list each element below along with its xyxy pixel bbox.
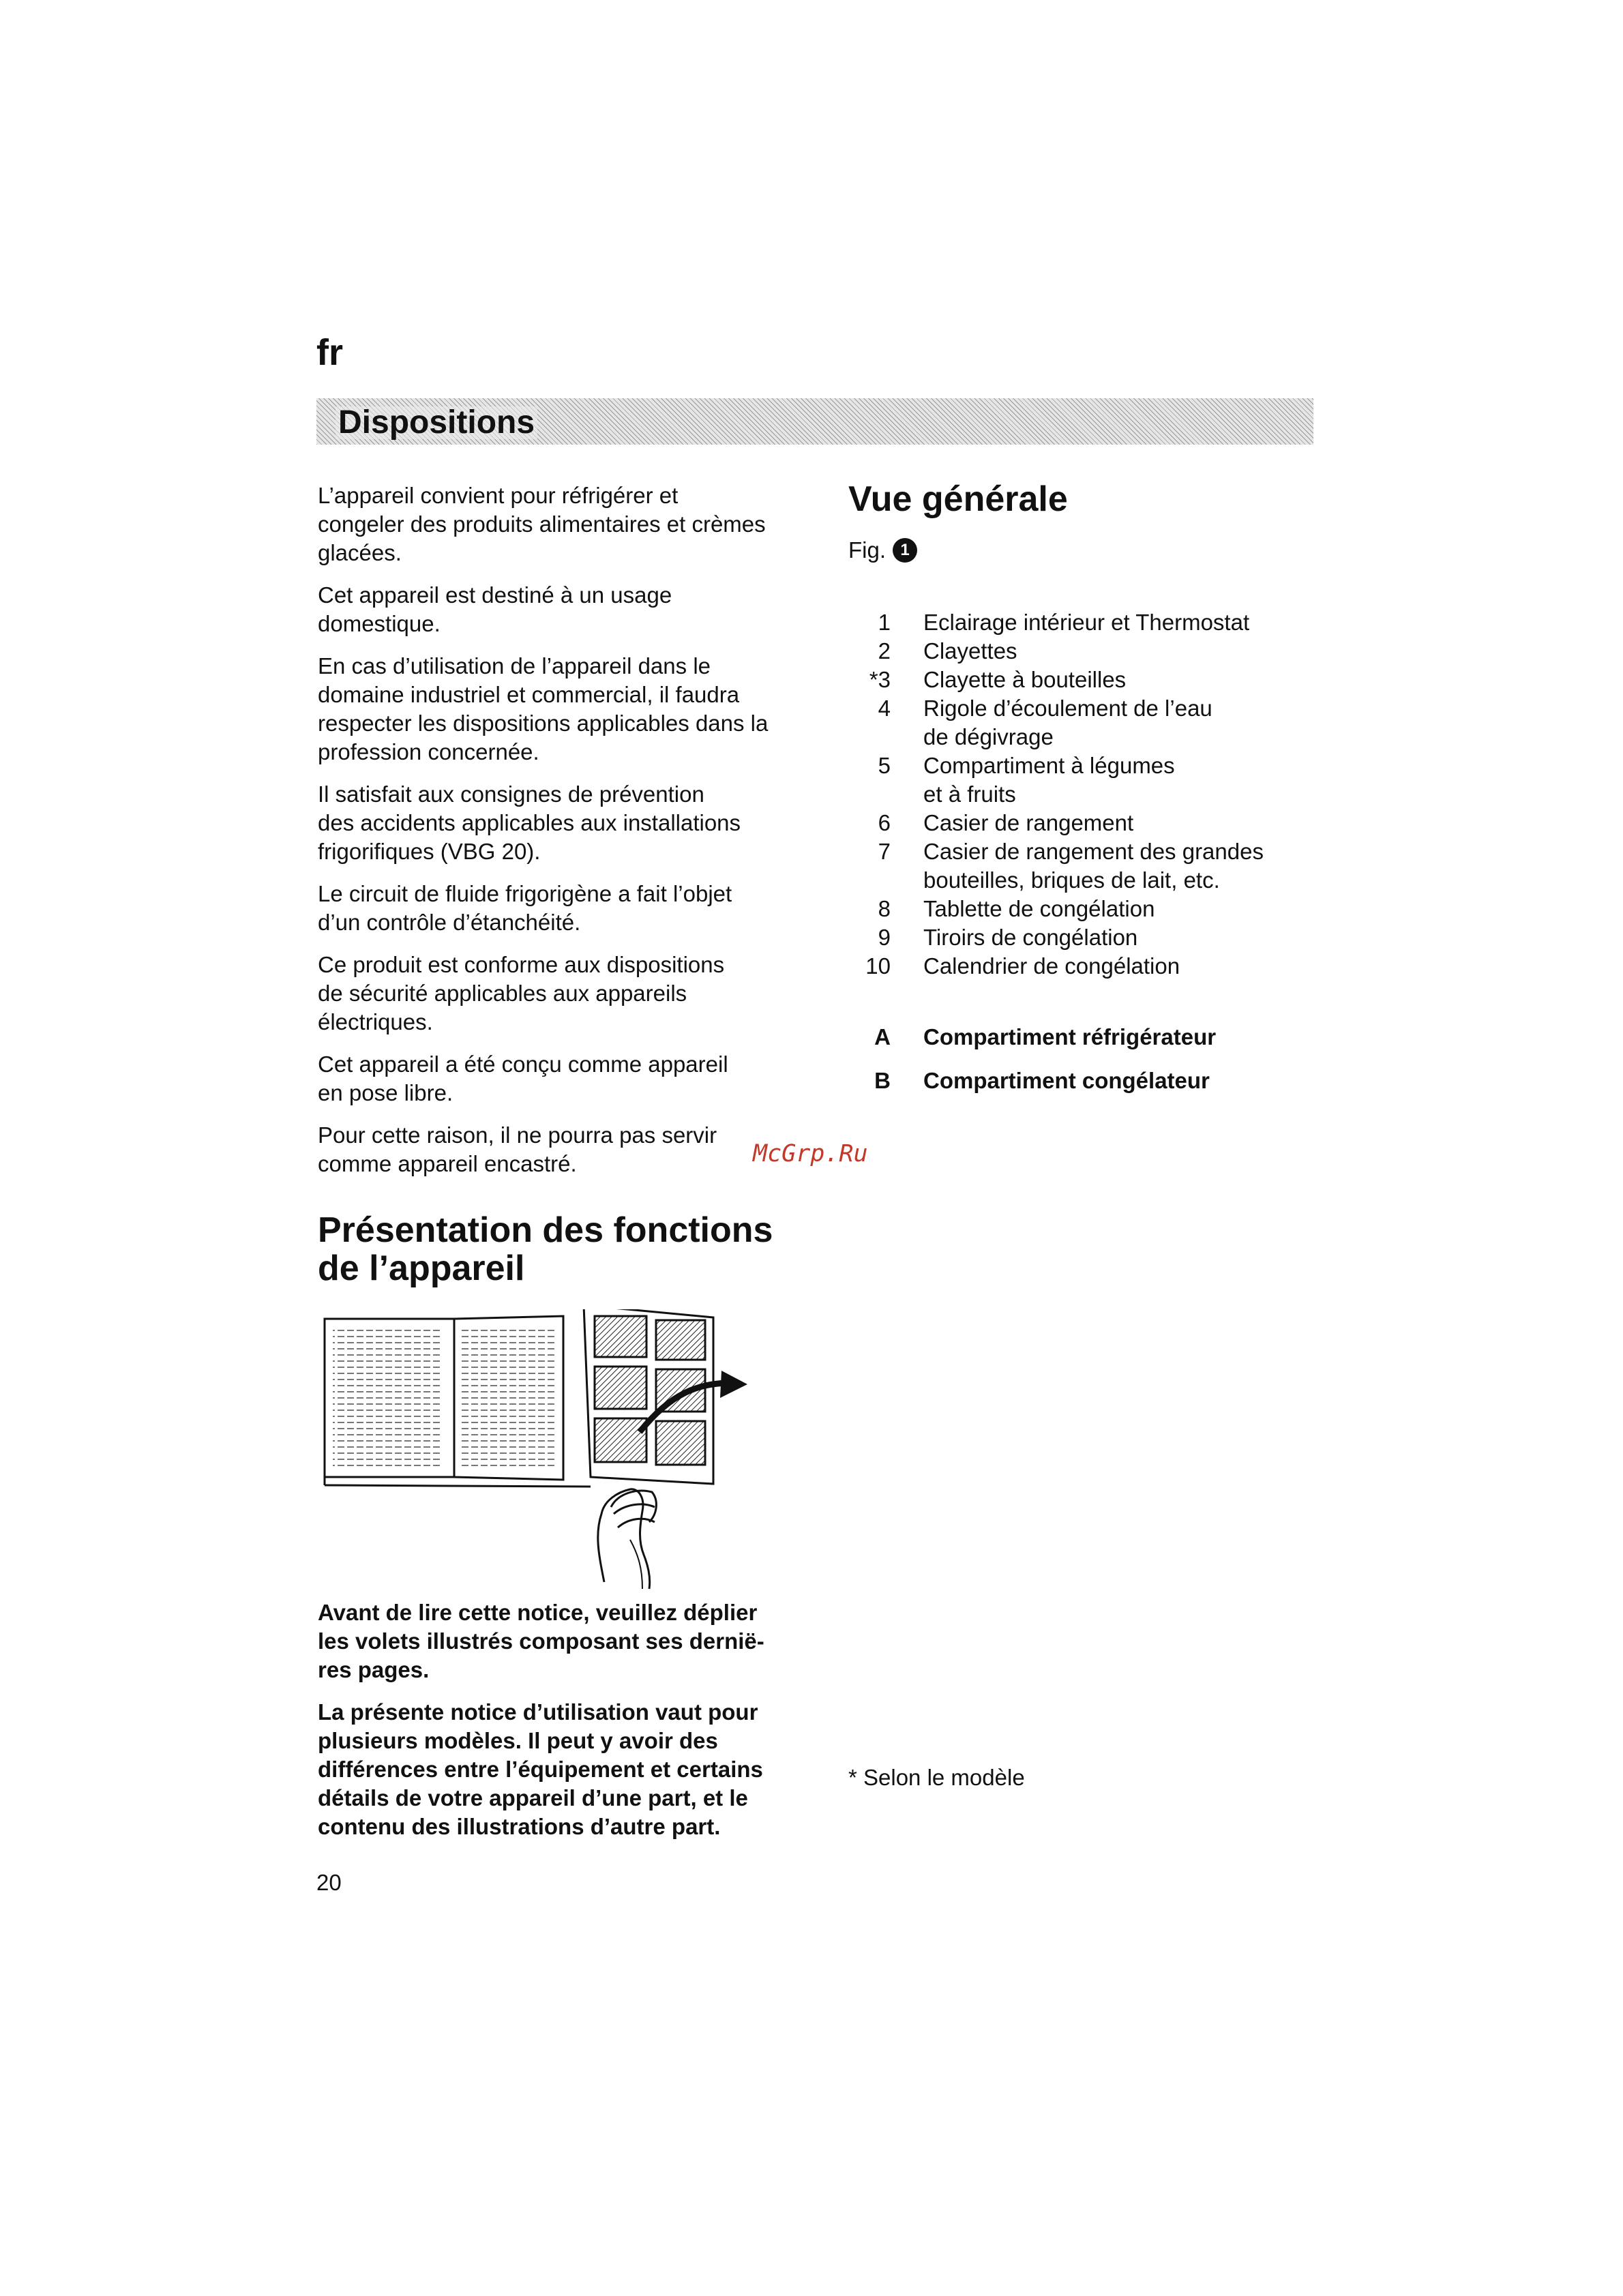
- legend-item: 8 Tablette de congélation: [878, 896, 1155, 921]
- legend-item: 10 Calendrier de congélation: [865, 953, 1180, 979]
- footnote: * Selon le modèle: [848, 1765, 1025, 1790]
- legend-item: 4 Rigole d’écoulement de l’eau de dégivrage: [878, 696, 1212, 749]
- fig-number-badge: 1: [893, 538, 917, 563]
- legend-item: 2 Clayettes: [878, 638, 1017, 664]
- watermark: McGrp.Ru: [753, 1140, 868, 1167]
- legend-item: *3 Clayette à bouteilles: [869, 667, 1127, 692]
- legend-item: 5 Compartiment à légumes et à fruits: [878, 753, 1175, 807]
- language-code: fr: [316, 332, 343, 373]
- section-title-functions: Présentation des fonctions de l’appareil: [318, 1210, 773, 1288]
- bold-paragraph: La présente notice d’utilisation vaut pour plusieurs modèles. Il peut y avoir des différences entre l’équipement et certains détails de votre appareil d’une part, et le contenu des illustrations d’autre part.: [318, 1699, 763, 1839]
- paragraph: Cet appareil est destiné à un usage domestique.: [318, 582, 672, 636]
- figure-reference: [848, 537, 917, 564]
- left-column: [318, 481, 809, 1192]
- bold-notes: [318, 1598, 809, 1855]
- banner-title: Dispositions: [336, 406, 537, 439]
- paragraph: Il satisfait aux consignes de prévention des accidents applicables aux installations frigorifiques (VBG 20).: [318, 781, 741, 864]
- legend-item: 9 Tiroirs de congélation: [878, 925, 1138, 950]
- compartment-item: A Compartiment réfrigérateur: [874, 1024, 1217, 1049]
- compartment-item: B Compartiment congélateur: [874, 1068, 1210, 1093]
- legend-item: 7 Casier de rangement des grandes bouteilles, briques de lait, etc.: [878, 839, 1264, 893]
- paragraph: Pour cette raison, il ne pourra pas servir comme appareil encastré.: [318, 1122, 717, 1176]
- paragraph: En cas d’utilisation de l’appareil dans le domaine industriel et commercial, il faudra respecter les dispositions applicables dans la profession concernée.: [318, 653, 769, 764]
- section-title-overview: Vue générale: [848, 479, 1068, 519]
- legend-item: 6 Casier de rangement: [878, 810, 1134, 835]
- paragraph: Le circuit de fluide frigorigène a fait l’objet d’un contrôle d’étanchéité.: [318, 881, 732, 935]
- paragraph: L’appareil convient pour réfrigérer et congeler des produits alimentaires et crèmes glacées.: [318, 483, 766, 565]
- fig-label: Fig.: [848, 537, 887, 563]
- paragraph: Cet appareil a été conçu comme appareil en pose libre.: [318, 1052, 728, 1105]
- bold-paragraph: Avant de lire cette notice, veuillez déplier les volets illustrés composant ses dernië- res pages.: [318, 1600, 764, 1682]
- foldout-illustration: [318, 1309, 781, 1596]
- section-banner: [316, 398, 1313, 445]
- legend-item: 1 Eclairage intérieur et Thermostat: [878, 610, 1250, 635]
- parts-legend: [848, 608, 1326, 1095]
- booklet-hand-icon: [318, 1309, 781, 1596]
- page-number: 20: [316, 1870, 342, 1895]
- paragraph: Ce produit est conforme aux dispositions de sécurité applicables aux appareils électriques.: [318, 952, 725, 1034]
